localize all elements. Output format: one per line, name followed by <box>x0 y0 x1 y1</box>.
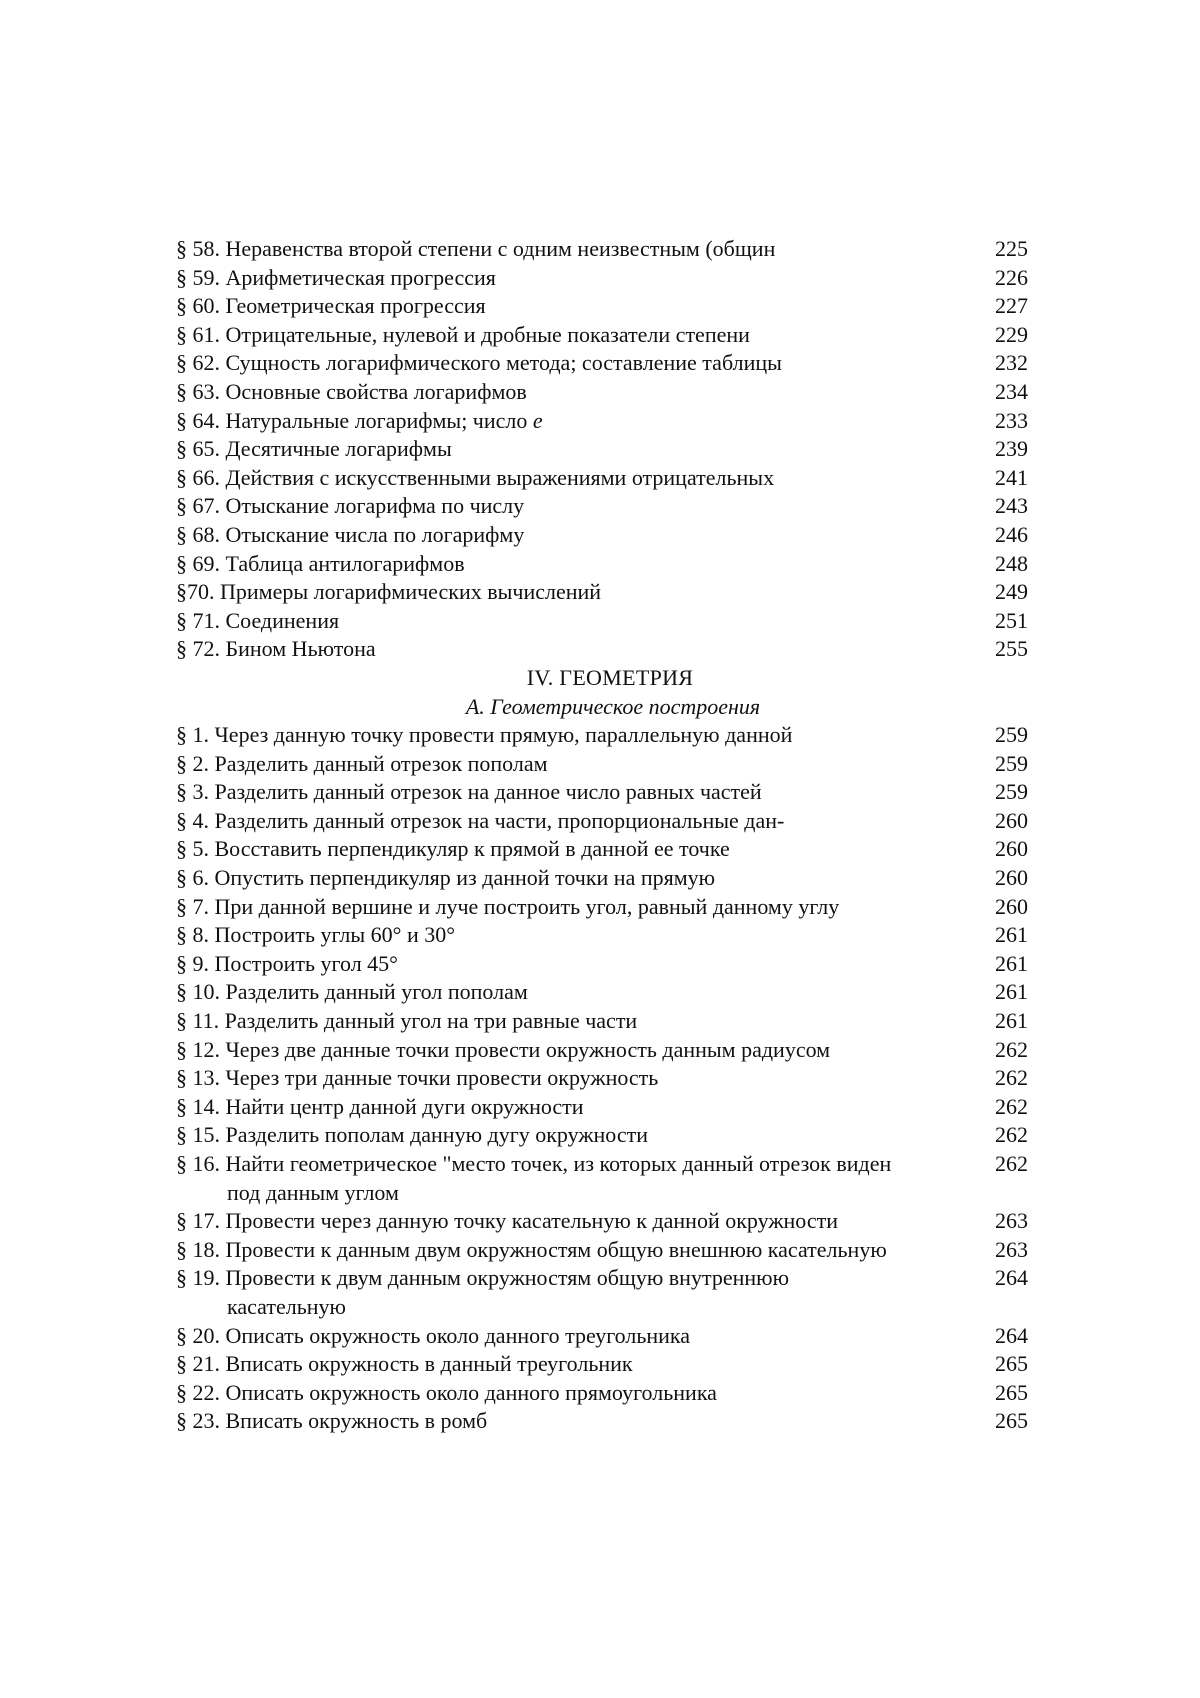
toc-entry-title-continuation: касательную <box>227 1293 346 1319</box>
toc-entry-title: § 60. Геометрическая прогрессия <box>176 293 486 319</box>
toc-entry-title: § 9. Построить угол 45° <box>176 950 398 976</box>
toc-entry-23 <box>176 1407 1028 1436</box>
toc-entry-title: § 16. Найти геометрическое "место точек, из которых данный отрезок виден <box>176 1151 892 1176</box>
toc-entry-title: § 22. Описать окружность около данного прямоугольника <box>176 1379 717 1405</box>
toc-entry-page: 265 <box>995 1379 1028 1405</box>
toc-entry-11 <box>176 1007 1028 1036</box>
toc-entry-page: 246 <box>995 521 1028 547</box>
toc-entry-page: 248 <box>995 550 1028 576</box>
toc-entry-22 <box>176 1379 1028 1408</box>
toc-entry-page: 229 <box>995 321 1028 347</box>
toc-entry-7 <box>176 893 1028 922</box>
toc-entry-title: § 64. Натуральные логарифмы; число e <box>176 407 543 433</box>
toc-entry-title: § 66. Действия с искусственными выражениями отрицательных <box>176 464 775 490</box>
number-e-symbol: e <box>532 407 543 433</box>
toc-entry-67 <box>176 492 1028 521</box>
toc-entry-70 <box>176 578 1028 607</box>
toc-entry-title: § 8. Построить углы 60° и 30° <box>176 922 456 948</box>
toc-entry-title: § 65. Десятичные логарифмы <box>176 436 452 462</box>
toc-entry-title: § 63. Основные свойства логарифмов <box>176 378 527 404</box>
toc-entry-60 <box>176 292 1028 321</box>
toc-entry-title: § 7. При данной вершине и луче построить угол, равный данному углу <box>176 893 840 919</box>
toc-entry-18 <box>176 1236 1028 1265</box>
toc-entry-title: § 5. Восставить перпендикуляр к прямой в данной ее точке <box>176 836 730 862</box>
toc-entry-title: § 2. Разделить данный отрезок пополам <box>176 750 548 776</box>
toc-entry-page: 260 <box>995 865 1028 891</box>
toc-entry-9 <box>176 950 1028 979</box>
toc-entry-page: 260 <box>995 807 1028 833</box>
toc-entry-17 <box>176 1207 1028 1236</box>
toc-entry-page: 260 <box>995 893 1028 919</box>
toc-entry-12 <box>176 1036 1028 1065</box>
toc-entry-page: 263 <box>995 1236 1028 1262</box>
toc-entry-page: 260 <box>995 836 1028 862</box>
toc-entry-title: § 71. Соединения <box>176 607 340 633</box>
toc-entry-title: § 15. Разделить пополам данную дугу окружности <box>176 1122 649 1148</box>
toc-entry-page: 259 <box>995 750 1028 776</box>
toc-entry-page: 259 <box>995 779 1028 805</box>
toc-entry-58 <box>176 235 1028 264</box>
toc-entry-title: § 20. Описать окружность около данного треугольника <box>176 1322 691 1348</box>
toc-entry-64 <box>176 407 1028 436</box>
toc-entry-page: 261 <box>995 922 1028 948</box>
toc-entry-59 <box>176 264 1028 293</box>
toc-entry-page: 227 <box>995 293 1028 319</box>
toc-entry-61 <box>176 321 1028 350</box>
toc-entry-title-continuation: под данным углом <box>227 1179 399 1205</box>
toc-entry-page: 241 <box>995 464 1028 490</box>
toc-entry-page: 255 <box>995 636 1028 662</box>
toc-entry-title: § 69. Таблица антилогарифмов <box>176 550 465 576</box>
toc-entry-title-block <box>176 1150 986 1207</box>
toc-entry-page: 234 <box>995 378 1028 404</box>
toc-entry-title: § 19. Провести к двум данным окружностям общую внутреннюю <box>176 1265 790 1291</box>
part-heading: IV. ГЕОМЕТРИЯ <box>526 664 694 690</box>
toc-entry-10 <box>176 978 1028 1007</box>
toc-entry-72 <box>176 635 1028 664</box>
toc-entry-69 <box>176 550 1028 579</box>
toc-entry-title: § 13. Через три данные точки провести окружность <box>176 1065 659 1091</box>
toc-entry-4 <box>176 807 1028 836</box>
toc-entry-title: § 58. Неравенства второй степени с одним неизвестным (общин <box>176 236 776 261</box>
toc-section-geometry <box>176 721 1028 1436</box>
toc-entry-title: § 14. Найти центр данной дуги окружности <box>176 1093 584 1119</box>
subsection-heading: А. Геометрическое построения <box>465 693 761 719</box>
toc-entry-page: 262 <box>995 1065 1028 1091</box>
toc-entry-21 <box>176 1350 1028 1379</box>
toc-entry-title: § 21. Вписать окружность в данный треугольник <box>176 1351 633 1377</box>
toc-entry-page: 261 <box>995 979 1028 1005</box>
toc-entry-title: § 11. Разделить данный угол на три равные части <box>176 1008 638 1034</box>
toc-entry-title: § 72. Бином Ньютона <box>176 636 376 662</box>
toc-entry-page: 265 <box>995 1408 1028 1434</box>
toc-entry-title-block <box>176 1264 986 1321</box>
toc-entry-title: § 59. Арифметическая прогрессия <box>176 264 496 290</box>
toc-entry-16 <box>176 1150 1028 1207</box>
toc-entry-page: 226 <box>995 264 1028 290</box>
toc-entry-title: § 61. Отрицательные, нулевой и дробные показатели степени <box>176 321 750 347</box>
toc-entry-page: 243 <box>995 493 1028 519</box>
toc-entry-title: § 4. Разделить данный отрезок на части, пропорциональные дан- <box>176 807 785 833</box>
toc-entry-15 <box>176 1121 1028 1150</box>
toc-entry-71 <box>176 607 1028 636</box>
toc-entry-page: 259 <box>995 722 1028 748</box>
toc-entry-2 <box>176 750 1028 779</box>
toc-entry-page: 264 <box>995 1265 1028 1291</box>
toc-entry-page: 262 <box>995 1151 1028 1176</box>
toc-section-algebra <box>176 235 1028 664</box>
toc-entry-1 <box>176 721 1028 750</box>
toc-entry-6 <box>176 864 1028 893</box>
toc-entry-page: 263 <box>995 1208 1028 1234</box>
toc-entry-page: 239 <box>995 436 1028 462</box>
toc-entry-page: 262 <box>995 1036 1028 1062</box>
toc-entry-page: 265 <box>995 1351 1028 1377</box>
toc-entry-page: 233 <box>995 407 1028 433</box>
toc-entry-page: 262 <box>995 1122 1028 1148</box>
toc-entry-title: § 23. Вписать окружность в ромб <box>176 1408 488 1434</box>
toc-entry-title: § 62. Сущность логарифмического метода; составление таблицы <box>176 350 782 376</box>
toc-entry-title: § 68. Отыскание числа по логарифму <box>176 521 525 547</box>
table-of-contents <box>176 235 1028 1436</box>
toc-entry-title: § 6. Опустить перпендикуляр из данной точки на прямую <box>176 865 716 891</box>
toc-entry-page: 264 <box>995 1322 1028 1348</box>
toc-entry-title: §70. Примеры логарифмических вычислений <box>176 579 602 605</box>
toc-entry-5 <box>176 835 1028 864</box>
toc-entry-62 <box>176 349 1028 378</box>
toc-entry-19 <box>176 1264 1028 1321</box>
toc-entry-title: § 12. Через две данные точки провести окружность данным радиусом <box>176 1036 831 1062</box>
toc-entry-page: 261 <box>995 1008 1028 1034</box>
toc-entry-14 <box>176 1093 1028 1122</box>
toc-entry-page: 232 <box>995 350 1028 376</box>
toc-entry-title: § 1. Через данную точку провести прямую, параллельную данной <box>176 722 793 748</box>
toc-entry-63 <box>176 378 1028 407</box>
toc-entry-68 <box>176 521 1028 550</box>
toc-entry-3 <box>176 778 1028 807</box>
toc-entry-65 <box>176 435 1028 464</box>
toc-entry-title: § 3. Разделить данный отрезок на данное число равных частей <box>176 779 762 805</box>
toc-entry-title: § 17. Провести через данную точку касательную к данной окружности <box>176 1208 838 1234</box>
toc-entry-page: 251 <box>995 607 1028 633</box>
toc-entry-20 <box>176 1322 1028 1351</box>
toc-entry-66 <box>176 464 1028 493</box>
toc-entry-page: 249 <box>995 579 1028 605</box>
toc-entry-title: § 18. Провести к данным двум окружностям общую внешнюю касательную <box>176 1236 887 1262</box>
toc-entry-page: 261 <box>995 950 1028 976</box>
toc-entry-title: § 10. Разделить данный угол пополам <box>176 979 528 1005</box>
toc-entry-8 <box>176 921 1028 950</box>
toc-entry-page: 262 <box>995 1093 1028 1119</box>
toc-entry-title: § 67. Отыскание логарифма по числу <box>176 493 525 519</box>
toc-entry-13 <box>176 1064 1028 1093</box>
toc-entry-page: 225 <box>995 236 1028 261</box>
